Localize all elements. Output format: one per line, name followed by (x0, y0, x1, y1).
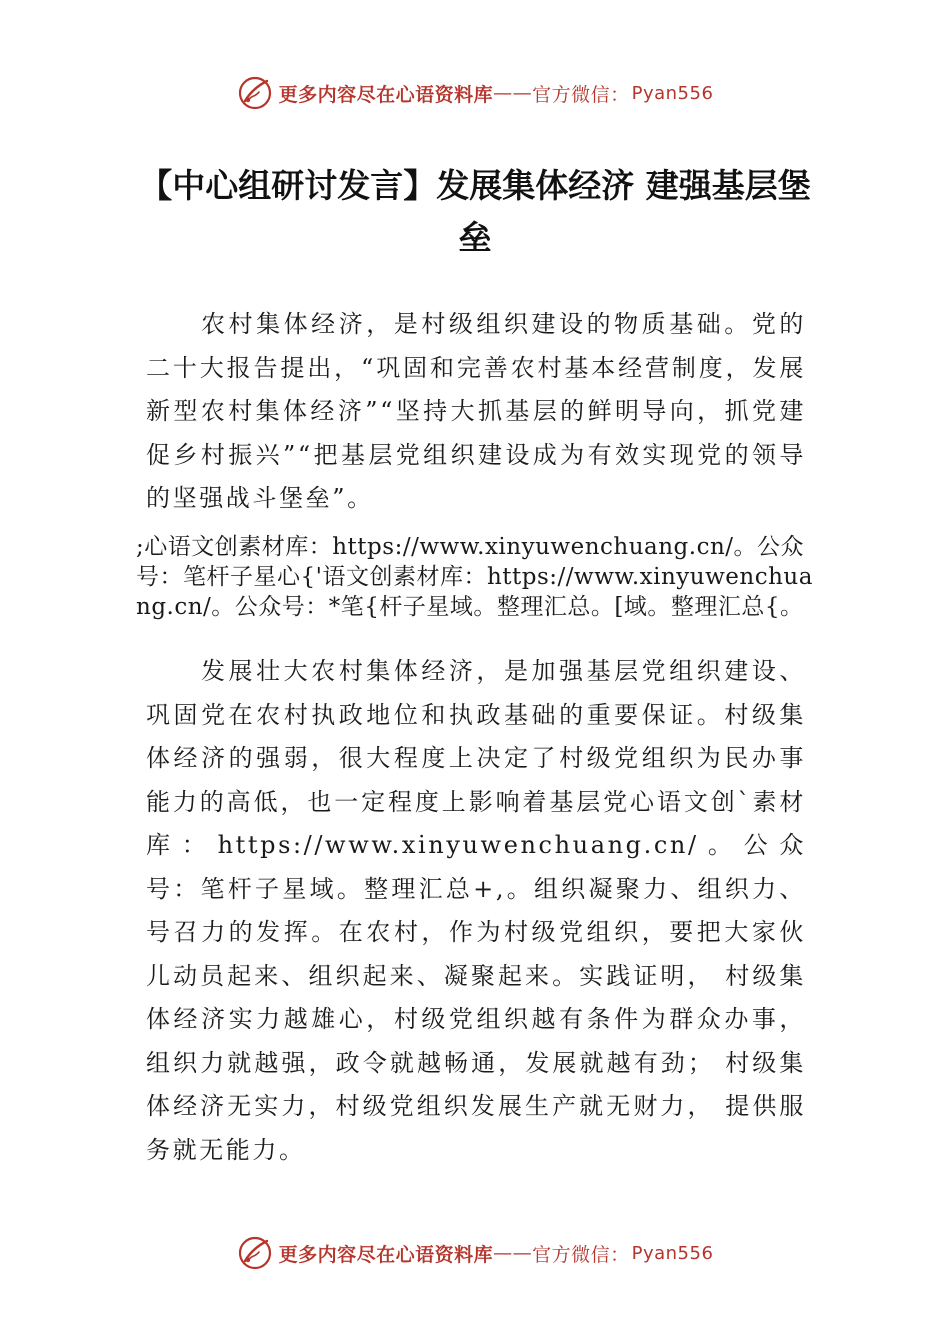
wechat-label: 官方微信： (532, 1243, 630, 1266)
body-paragraph-2: 发展壮大农村集体经济，是加强基层党组织建设、巩固党在农村执政地位和执政基础的重要保证。村级集体经济的强弱，很大程度上决定了村级党组织为民办事能力的高低，也一定程度上影响着基层党心语文创`素材库：https://www.xinyuwenchuang.cn/。公众号：笔杆子星域。整理汇总+,。组织凝聚力、组织力、号召力的发挥。在农村，作为村级党组织，要把大家伙儿动员起来、组织起来、凝聚起来。实践证明， 村级集体经济实力越雄心，村级党组织越有条件为群众办事，组织力就越强，政令就越畅通，发展就越有劲； 村级集体经济无实力，村级党组织发展生产就无财力， 提供服务就无能力。 (146, 657, 806, 1164)
brand-logo-icon (237, 1235, 273, 1271)
header-banner (0, 73, 950, 113)
brand-text: 更多内容尽在心语资料库 (278, 1243, 494, 1266)
document-title: 【中心组研讨发言】发展集体经济 建强基层堡垒 (139, 166, 811, 257)
banner-separator: —— (493, 1242, 533, 1264)
wechat-id: Pyan556 (631, 82, 714, 104)
brand-text: 更多内容尽在心语资料库 (278, 83, 494, 106)
wechat-label: 官方微信： (532, 83, 630, 106)
inline-text-block: ;心语文创素材库：https://www.xinyuwenchuang.cn/。公众号：笔杆子星心{'语文创素材库：https://www.xinyuwenchuang.cn/。公众号：*笔{杆子星域。整理汇总。[域。整理汇总{。 (136, 534, 813, 620)
footer-banner (0, 1233, 950, 1273)
brand-logo-icon (237, 75, 273, 111)
body-paragraph-1: 农村集体经济，是村级组织建设的物质基础。党的二十大报告提出，“巩固和完善农村基本经营制度，发展新型农村集体经济”“坚持大抓基层的鲜明导向，抓党建促乡村振兴”“把基层党组织建设成为有效实现党的领导的坚强战斗堡垒”。 (146, 310, 806, 512)
banner-separator: —— (493, 82, 533, 104)
wechat-id: Pyan556 (631, 1242, 714, 1264)
